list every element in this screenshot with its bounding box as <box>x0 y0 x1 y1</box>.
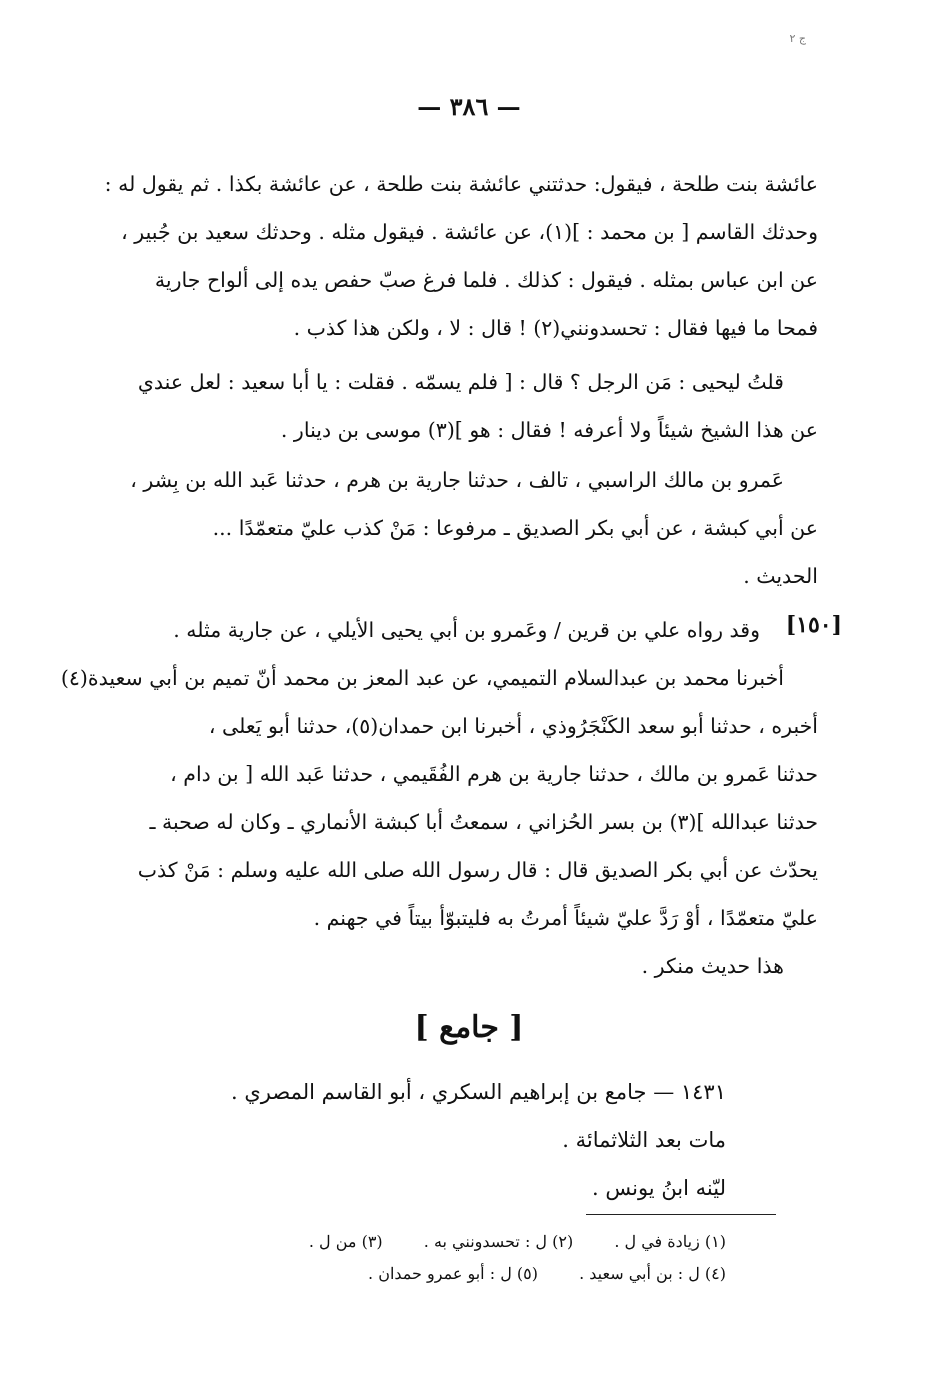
passage-line: يحدّث عن أبي بكر الصديق قال : قال رسول الله صلى الله عليه وسلم : مَنْ كذب <box>137 858 818 882</box>
passage-line: قلتُ ليحيى : مَن الرجل ؟ قال : [ فلم يسمّه . فقلت : يا أبا سعيد : لعل عندي <box>137 370 784 394</box>
footnote: (٢) ل : تحسدونني به . <box>423 1232 574 1251</box>
footnote: (١) زيادة في ل . <box>614 1232 726 1251</box>
footnote-row <box>186 1258 726 1290</box>
passage-line: عن أبي كبشة ، عن أبي بكر الصديق ـ مرفوعا : مَنْ كذب عليّ متعمّدًا ... <box>212 516 818 540</box>
passage-line: عن ابن عباس بمثله . فيقول : كذلك . فلما فرغ صبّ حفص يده إلى ألواح جارية <box>154 268 818 292</box>
footnote: (٤) ل : بن أبي سعيد . <box>579 1264 726 1283</box>
passage-2 <box>137 358 818 454</box>
footnote-divider <box>586 1214 776 1215</box>
passage-line: فمحا ما فيها فقال : تحسدونني(٢) ! قال : لا ، ولكن هذا كذب . <box>293 316 818 340</box>
passage-line: وقد رواه علي بن قرين / وعَمرو بن أبي يحيى الأيلي ، عن جارية مثله . <box>173 618 760 642</box>
passage-line: حدثنا عبدالله ](٣) بن بسر الحُزاني ، سمعتُ أبا كبشة الأنماري ـ وكان له صحبة ـ <box>149 810 818 834</box>
biography-entry <box>166 1068 726 1212</box>
passage-line: عائشة بنت طلحة ، فيقول: حدثتني عائشة بنت طلحة ، عن عائشة بكذا . ثم يقول له : <box>104 172 818 196</box>
margin-reference: [١٥٠] <box>785 612 842 638</box>
footnote-row <box>186 1226 726 1258</box>
passage-line: عليّ متعمّدًا ، أوْ رَدَّ عليّ شيئاً أمرتُ به فليتبوّأ بيتاً في جهنم . <box>313 906 818 930</box>
passage-4-continued <box>60 654 818 990</box>
section-heading: [ جامع ] <box>414 1010 524 1045</box>
footnote: (٥) ل : أبو عمرو حمدان . <box>368 1264 538 1283</box>
passage-line: وحدثك القاسم [ بن محمد : ](١)، عن عائشة . فيقول مثله . وحدثك سعيد بن جُبير ، <box>121 220 818 244</box>
entry-line: ١٤٣١ — جامع بن إبراهيم السكري ، أبو القاسم المصري . <box>230 1080 726 1104</box>
corner-mark: ج ٢ <box>789 32 806 45</box>
passage-1 <box>104 160 818 352</box>
entry-line: مات بعد الثلاثمائة . <box>562 1128 726 1152</box>
entry-line: ليّنه ابنُ يونس . <box>591 1176 726 1200</box>
passage-3 <box>130 456 818 600</box>
passage-4 <box>170 606 760 654</box>
footnote: (٣) من ل . <box>308 1232 383 1251</box>
passage-line: أخبرنا محمد بن عبدالسلام التميمي، عن عبد المعز بن محمد أنّ تميم بن أبي سعيدة(٤) <box>60 666 784 690</box>
passage-line: عَمرو بن مالك الراسبي ، تالف ، حدثنا جارية بن هرم ، حدثنا عَبد الله بن بِشر ، <box>130 468 784 492</box>
page-number: — ٣٨٦ — <box>417 92 521 121</box>
footnotes <box>186 1226 726 1290</box>
passage-line: أخبره ، حدثنا أبو سعد الكَنْجَرُوذي ، أخبرنا ابن حمدان(٥)، حدثنا أبو يَعلى ، <box>208 714 818 738</box>
passage-line: عن هذا الشيخ شيئاً ولا أعرفه ! فقال : هو ](٣) موسى بن دينار . <box>280 418 818 442</box>
passage-line: حدثنا عَمرو بن مالك ، حدثنا جارية بن هرم الفُقَيمي ، حدثنا عَبد الله [ بن دام ، <box>170 762 818 786</box>
passage-line: هذا حديث منكر . <box>641 954 784 978</box>
passage-line: الحديث . <box>743 564 818 588</box>
